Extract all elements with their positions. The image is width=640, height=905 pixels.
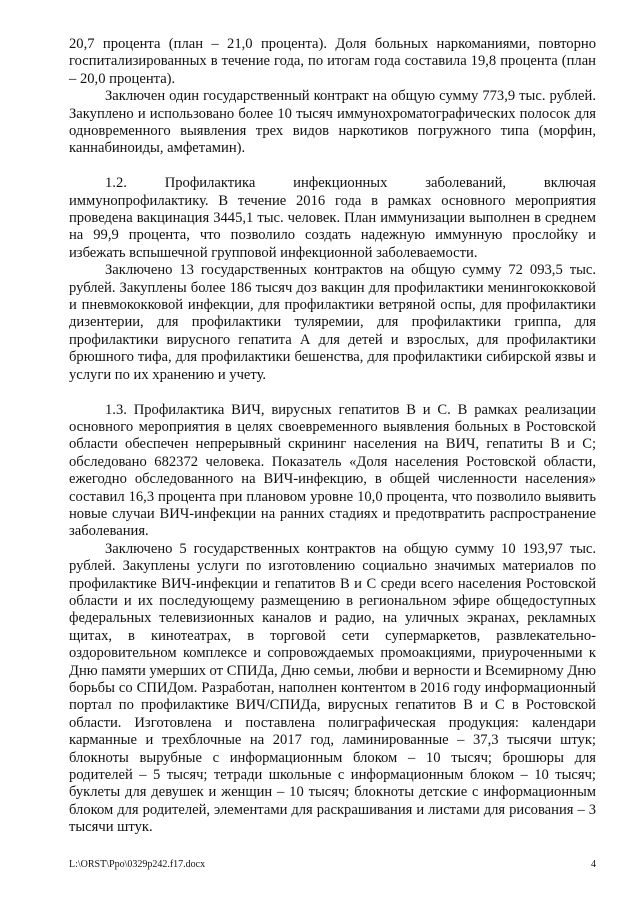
paragraph-drug-test-contract: Заключен один государственный контракт на общую сумму 773,9 тыс. рублей. Закуплено и использовано более 10 тысяч иммунохроматографических полосок для одновременного выявления трех видов наркотиков погружного типа (морфин, каннабиноиды, амфетамин). [69, 88, 596, 157]
footer-page-number: 4 [591, 859, 596, 870]
paragraph-hiv-screening: 1.3. Профилактика ВИЧ, вирусных гепатитов В и С. В рамках реализации основного мероприятия в целях своевременного выявления больных в Ростовской области обеспечен непрерывный скрининг населения на ВИЧ, гепатиты В и С; обследовано 682372 человека. Показатель «Доля населения Ростовской области, ежегодно обследованного на ВИЧ-инфекцию, в общей численности населения» составил 16,3 процента при плановом уровне 10,0 процента, что позволило выявить новые случаи ВИЧ-инфекции на ранних стадиях и предотвратить распространение заболевания. [69, 401, 596, 540]
paragraph-drug-hospitalization: 20,7 процента (план – 21,0 процента). Доля больных наркоманиями, повторно госпитализированных в течение года, по итогам года составила 19,8 процента (план – 20,0 процента). [69, 36, 596, 87]
footer-file-path: L:\ORST\Ppo\0329p242.f17.docx [69, 859, 206, 870]
paragraph-gap [69, 158, 596, 175]
paragraph-hiv-contracts: Заключено 5 государственных контрактов на общую сумму 10 193,97 тыс. рублей. Закуплены услуги по изготовлению социально значимых материалов по профилактике ВИЧ-инфекции и гепатитов В и С среди всего населения Ростовской области и их последующему размещению в региональном эфире общедоступных федеральных телевизионных каналов и радио, на уличных экранах, рекламных щитах, в кинотеатрах, в торговой сети супермаркетов, развлекательно-оздоровительном комплексе и сопровождаемых промоакциями, приуроченными к Дню памяти умерших от СПИДа, Дню семьи, любви и верности и Всемирному Дню борьбы со СПИДом. Разработан, наполнен контентом в 2016 году информационный портал по профилактике ВИЧ/СПИДа, вирусных гепатитов В и С в Ростовской области. Изготовлена и поставлена полиграфическая продукция: календари карманные и трехблочные на 2017 год, ламинированные – 37,3 тысячи штук; блокноты вырубные с информационным блоком – 10 тысяч; брошюры для родителей – 5 тысяч; тетради школьные с информационным блоком – 10 тысяч; буклеты для девушек и женщин – 10 тысяч; блокноты детские с информационным блоком для родителей, элементами для раскрашивания и листами для рисования – 3 тысячи штук. [69, 540, 596, 836]
document-body [69, 36, 596, 837]
paragraph-infection-prevention: 1.2. Профилактика инфекционных заболеваний, включая иммунопрофилактику. В течение 2016 года в рамках основного мероприятия проведена вакцинация 3445,1 тыс. человек. План иммунизации выполнен в среднем на 99,9 процента, что позволило создать надежную иммунную прослойку и избежать вспышечной групповой инфекционной заболеваемости. [69, 175, 596, 261]
paragraph-gap [69, 384, 596, 401]
paragraph-vaccine-contracts: Заключено 13 государственных контрактов на общую сумму 72 093,5 тыс. рублей. Закуплены более 186 тысяч доз вакцин для профилактики менингококковой и пневмококковой инфекции, для профилактики ветряной оспы, для профилактики дизентерии, для профилактики туляремии, для профилактики гриппа, для профилактики вирусного гепатита А для детей и взрослых, для профилактики брюшного тифа, для профилактики бешенства, для профилактики сибирской язвы и услуги по их хранению и учету. [69, 262, 596, 383]
